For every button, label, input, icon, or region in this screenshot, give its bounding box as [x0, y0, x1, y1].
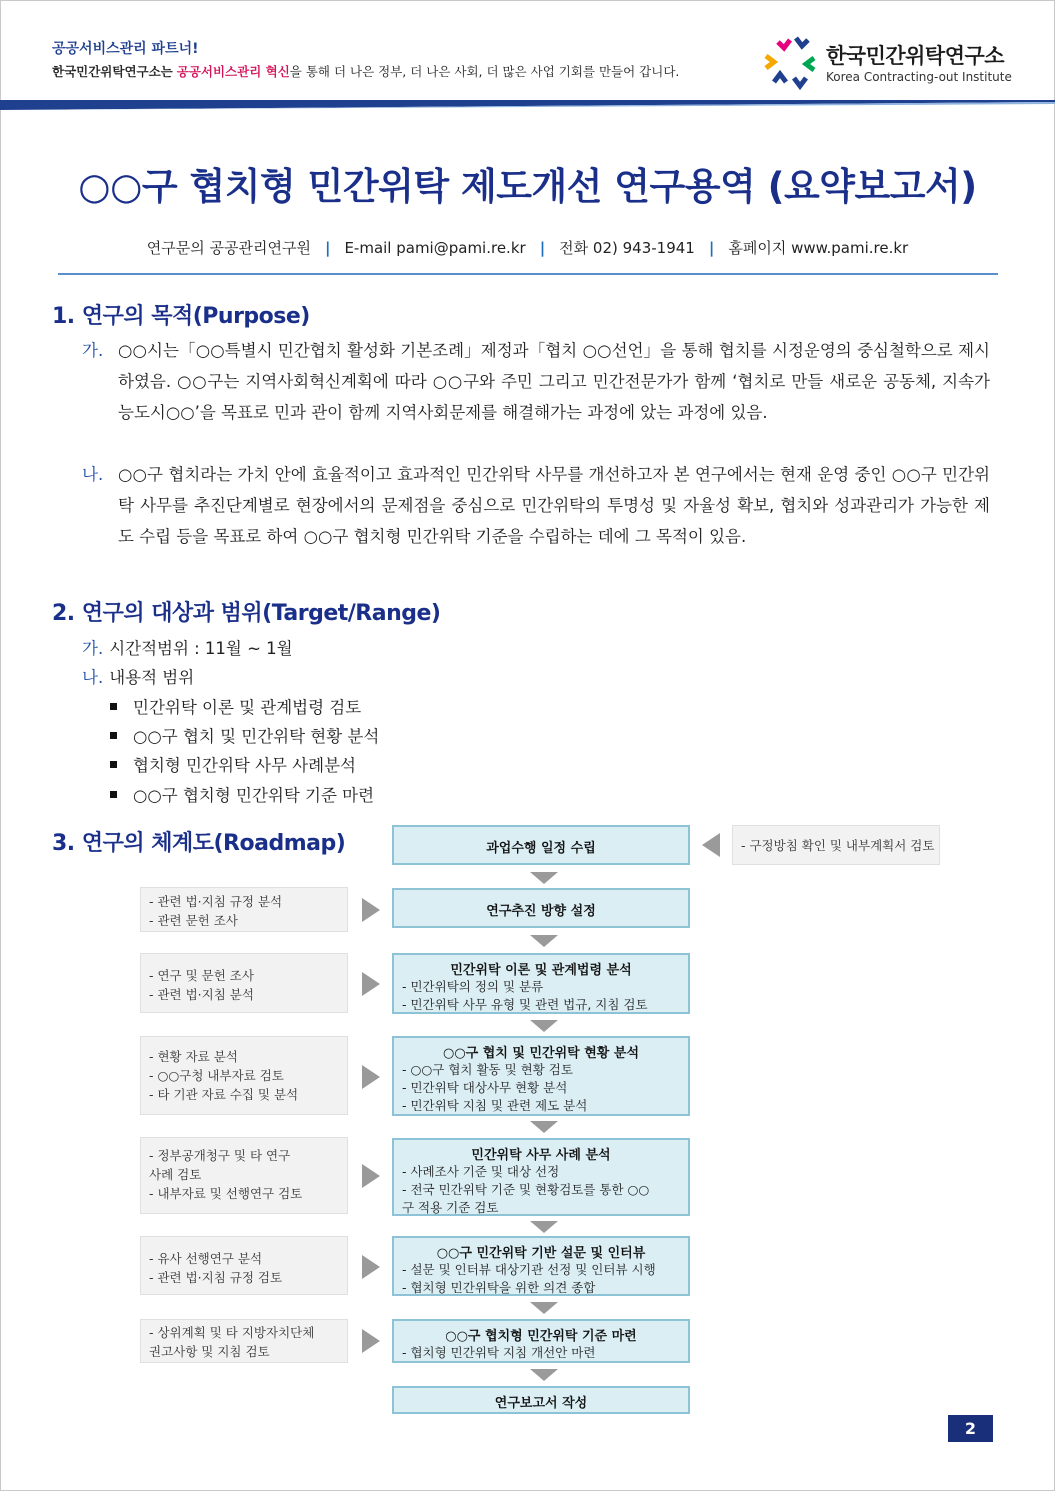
intro-highlight: 공공서비스관리 혁신	[176, 64, 290, 79]
header-bar	[0, 100, 1055, 110]
page-number: 2	[948, 1415, 993, 1442]
institute-logo-icon	[760, 34, 820, 92]
section2-item-a: 가. 시간적범위 : 11월 ~ 1월	[82, 639, 293, 658]
right-arrow-icon	[362, 1255, 380, 1279]
roadmap-step: ○○구 협치형 민간위탁 기준 마련 - 협치형 민간위탁 지침 개선안 마련	[392, 1319, 690, 1363]
left-arrow-icon	[702, 833, 720, 857]
title-divider	[58, 273, 998, 275]
contact-email: E-mail pami@pami.re.kr	[344, 239, 526, 257]
down-arrow-icon	[530, 1221, 558, 1233]
org-name-ko: 한국민간위탁연구소	[826, 44, 1005, 68]
section1-item-b	[82, 459, 990, 552]
contact-homepage: 홈페이지 www.pami.re.kr	[728, 239, 909, 257]
right-arrow-icon	[362, 1065, 380, 1089]
section3-heading: 3. 연구의 체계도(Roadmap)	[52, 831, 346, 856]
scope-bullet: ○○구 협치형 민간위탁 기준 마련	[110, 782, 374, 806]
roadmap-side-note: - 연구 및 문헌 조사 - 관련 법·지침 분석	[140, 953, 348, 1013]
org-name-en: Korea Contracting-out Institute	[826, 70, 1012, 84]
right-arrow-icon	[362, 972, 380, 996]
right-arrow-icon	[362, 1164, 380, 1188]
down-arrow-icon	[530, 1302, 558, 1314]
section2-heading: 2. 연구의 대상과 범위(Target/Range)	[52, 601, 441, 626]
item-text: ○○구 협치라는 가치 안에 효율적이고 효과적인 민간위탁 사무를 개선하고자 본 연구에서는 현재 운영 중인 ○○구 민간위탁 사무를 추진단계별로 현장에서의 문제점을 중심으로 민간위탁의 투명성 및 자율성 확보, 협치와 성과관리가 가능한 제도 수립 등을 목표로 하여 ○○구 협치형 민간위탁 기준을 수립하는 데에 그 목적이 있음.	[118, 465, 990, 546]
roadmap-step: 연구추진 방향 설정	[392, 888, 690, 928]
roadmap-side-note: - 현황 자료 분석 - ○○구청 내부자료 검토 - 타 기관 자료 수집 및 분석	[140, 1036, 348, 1115]
section1-item-a	[82, 335, 990, 428]
roadmap-step: 과업수행 일정 수립	[392, 825, 690, 865]
right-arrow-icon	[362, 898, 380, 922]
section1-heading: 1. 연구의 목적(Purpose)	[52, 304, 310, 329]
intro-org: 한국민간위탁연구소는	[52, 64, 173, 79]
down-arrow-icon	[530, 1020, 558, 1032]
roadmap-side-note: - 상위계획 및 타 지방자치단체 권고사항 및 지침 검토	[140, 1319, 348, 1363]
right-arrow-icon	[362, 1329, 380, 1353]
roadmap-side-note: - 유사 선행연구 분석 - 관련 법·지침 규정 검토	[140, 1236, 348, 1295]
page-title: ○○구 협치형 민간위탁 제도개선 연구용역 (요약보고서)	[78, 165, 977, 208]
item-mark: 가.	[82, 341, 104, 360]
scope-bullet: 협치형 민간위탁 사무 사례분석	[110, 752, 356, 776]
contact-line: 연구문의 공공관리연구원 | E-mail pami@pami.re.kr | 전화 02) 943-1941 | 홈페이지 www.pami.re.kr	[146, 239, 909, 257]
scope-bullet: ○○구 협치 및 민간위탁 현황 분석	[110, 723, 379, 747]
roadmap-step: 연구보고서 작성	[392, 1386, 690, 1414]
roadmap-side-note: - 정부공개청구 및 타 연구 사례 검토 - 내부자료 및 선행연구 검토	[140, 1137, 348, 1214]
scope-bullet: 민간위탁 이론 및 관계법령 검토	[110, 694, 361, 718]
down-arrow-icon	[530, 872, 558, 884]
down-arrow-icon	[530, 1369, 558, 1381]
section2-item-b: 나. 내용적 범위	[82, 668, 195, 687]
item-mark: 나.	[82, 465, 104, 484]
down-arrow-icon	[530, 1121, 558, 1133]
intro-rest: 을 통해 더 나은 정부, 더 나은 사회, 더 많은 사업 기회를 만들어 갑니다.	[289, 64, 680, 79]
roadmap-right-note: - 구정방침 확인 및 내부계획서 검토	[732, 825, 940, 865]
header-intro	[52, 62, 679, 80]
header-tagline: 공공서비스관리 파트너!	[52, 41, 199, 57]
contact-inquiry: 연구문의 공공관리연구원	[146, 239, 311, 257]
roadmap-step: ○○구 민간위탁 기반 설문 및 인터뷰 - 설문 및 인터뷰 대상기관 선정 및 인터뷰 시행 - 협치형 민간위탁을 위한 의견 종합	[392, 1236, 690, 1296]
down-arrow-icon	[530, 935, 558, 947]
roadmap-step: ○○구 협치 및 민간위탁 현황 분석 - ○○구 협치 활동 및 현황 검토 - 민간위탁 대상사무 현황 분석 - 민간위탁 지침 및 관련 제도 분석	[392, 1036, 690, 1116]
roadmap-step: 민간위탁 이론 및 관계법령 분석 - 민간위탁의 정의 및 분류 - 민간위탁 사무 유형 및 관련 법규, 지침 검토	[392, 953, 690, 1014]
roadmap-side-note: - 관련 법·지침 규정 분석 - 관련 문헌 조사	[140, 887, 348, 932]
item-text: ○○시는「○○특별시 민간협치 활성화 기본조례」제정과「협치 ○○선언」을 통해 협치를 시정운영의 중심철학으로 제시하였음. ○○구는 지역사회혁신계획에 따라 ○○구와 주민 그리고 민간전문가가 함께 ‘협치로 만들 새로운 공동체, 지속가능도시○○’을 목표로 민과 관이 함께 지역사회문제를 해결해가는 과정에 았는 과정에 있음.	[118, 341, 990, 422]
roadmap-step: 민간위탁 사무 사례 분석 - 사례조사 기준 및 대상 선정 - 전국 민간위탁 기준 및 현황검토를 통한 ○○ 구 적용 기준 검토	[392, 1138, 690, 1216]
contact-phone: 전화 02) 943-1941	[559, 239, 695, 257]
